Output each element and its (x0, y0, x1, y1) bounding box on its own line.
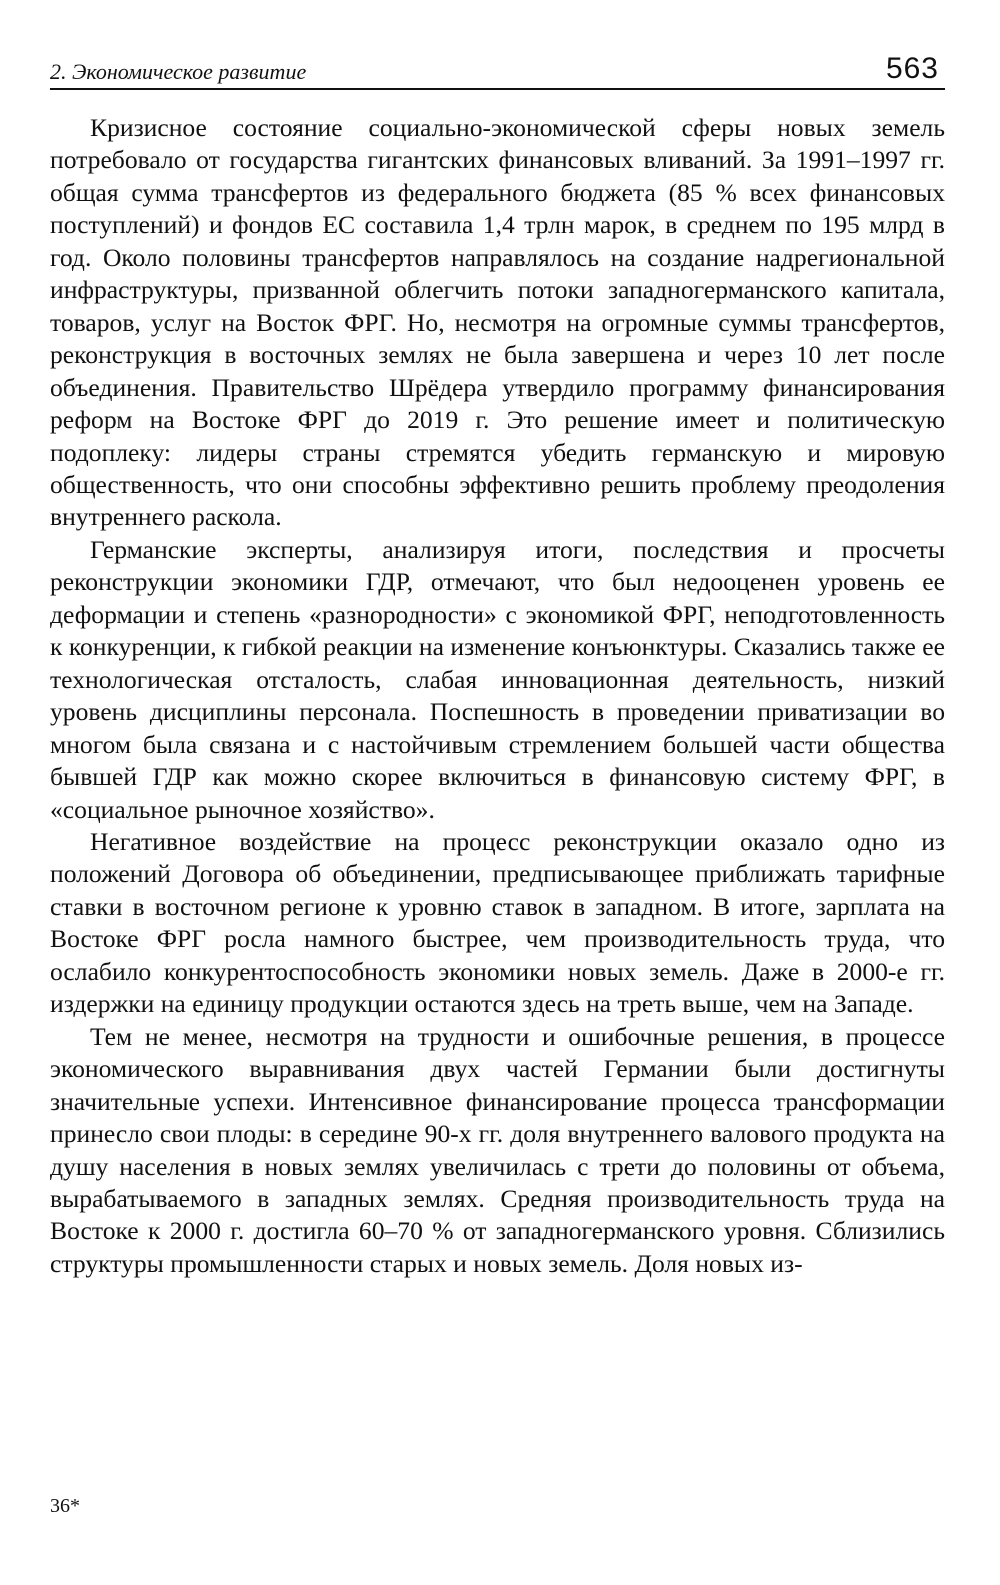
section-title: 2. Экономическое развитие (50, 59, 307, 84)
paragraph: Германские эксперты, анализируя итоги, последствия и просчеты реконструкции экономики ГДР, отмечают, что был недооценен уровень ее деформации и степень «разнородности» с экономикой ФРГ, неподготовленность к конкуренции, к гибкой реакции на изменение конъюнктуры. Сказались также ее технологическая отсталость, слабая инновационная деятельность, низкий уровень дисциплины персонала. Поспешность в проведении приватизации во многом была связана и с настойчивым стремлением большей части общества бывшей ГДР как можно скорее включиться в финансовую систему ФРГ, в «социальное рыночное хозяйство». (50, 534, 945, 824)
running-header (50, 40, 945, 90)
book-page (50, 40, 945, 1280)
body-text (50, 112, 945, 1280)
paragraph: Кризисное состояние социально-экономической сферы новых земель потребовало от государства гигантских финансовых вливаний. За 1991–1997 гг. общая сумма трансфертов из федерального бюджета (85 % всех финансовых поступлений) и фондов ЕС составила 1,4 трлн марок, в среднем по 195 млрд в год. Около половины трансфертов направлялось на создание надрегиональной инфраструктуры, призванной облегчить потоки западногерманского капитала, товаров, услуг на Восток ФРГ. Но, несмотря на огромные суммы трансфертов, реконструкция в восточных землях не была завершена и через 10 лет после объединения. Правительство Шрёдера утвердило программу финансирования реформ на Востоке ФРГ до 2019 г. Это решение имеет и политическую подоплеку: лидеры страны стремятся убедить германскую и мировую общественность, что они способны эффективно решить проблему преодоления внутреннего раскола. (50, 113, 945, 532)
paragraph: Тем не менее, несмотря на трудности и ошибочные решения, в процессе экономического выравнивания двух частей Германии были достигнуты значительные успехи. Интенсивное финансирование процесса трансформации принесло свои плоды: в середине 90-х гг. доля внутреннего валового продукта на душу населения в новых землях увеличилась с трети до половины от объема, вырабатываемого в западных землях. Средняя производительность труда на Востоке к 2000 г. достигла 60–70 % от западногерманского уровня. Сблизились структуры промышленности старых и новых земель. Доля новых из- (50, 1021, 945, 1278)
page-number: 563 (885, 52, 939, 85)
paragraph: Негативное воздействие на процесс реконструкции оказало одно из положений Договора об объединении, предписывающее приближать тарифные ставки в восточном регионе к уровню ставок в западном. В итоге, зарплата на Востоке ФРГ росла намного быстрее, чем производительность труда, что ослабило конкурентоспособность экономики новых земель. Даже в 2000-е гг. издержки на единицу продукции остаются здесь на треть выше, чем на Западе. (50, 826, 945, 1019)
signature-mark: 36* (50, 1495, 80, 1517)
